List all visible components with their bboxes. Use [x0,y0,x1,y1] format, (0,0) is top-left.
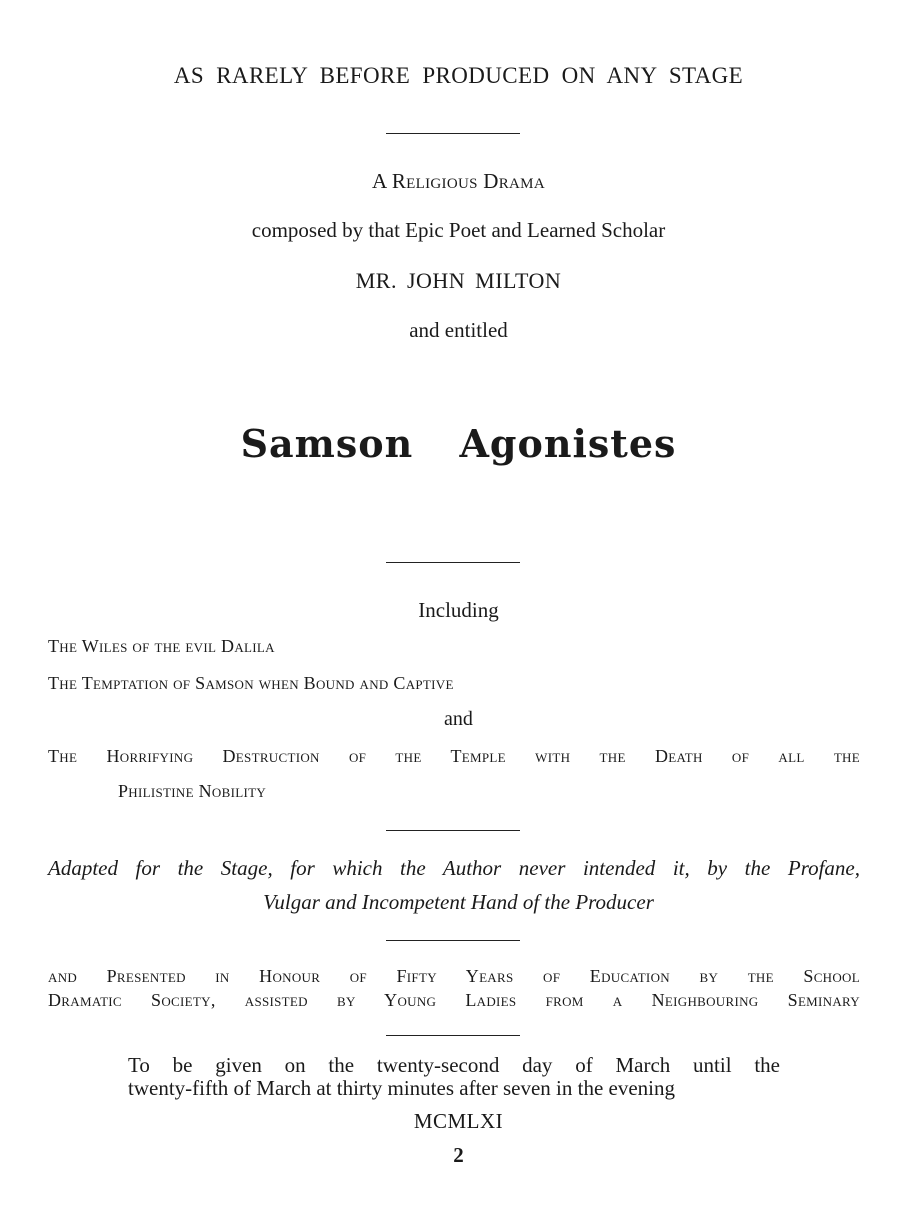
divider-2 [386,562,520,563]
adaptation-line-1: Adapted for the Stage, for which the Author never intended it, by the Profane, [48,856,860,880]
scene-item-2: The Temptation of Samson when Bound and Captive [48,673,454,693]
presented-line-2: Dramatic Society, assisted by Young Ladies from a Neighbouring Seminary [48,990,860,1010]
author-name: MR. JOHN MILTON [355,268,562,293]
scene-item-1: The Wiles of the evil Dalila [48,636,275,656]
scene-item-3-line-2: Philistine Nobility [118,781,267,801]
schedule-line-1: To be given on the twenty-second day of March until the [128,1053,780,1077]
scene-and: and [444,708,473,730]
drama-title [0,421,917,466]
title-word-samson: Samson [240,421,414,466]
composed-by-line: composed by that Epic Poet and Learned Scholar [251,218,666,242]
drama-kind: A Religious Drama [372,169,545,193]
page-heading: AS RARELY BEFORE PRODUCED ON ANY STAGE [173,63,744,88]
divider-1 [386,133,520,134]
adaptation-line-2: Vulgar and Incompetent Hand of the Producer [263,890,654,914]
entitled-line: and entitled [409,318,508,342]
schedule-line-2: twenty-fifth of March at thirty minutes after seven in the evening [128,1076,675,1100]
divider-4 [386,940,520,941]
scene-item-3-line-1: The Horrifying Destruction of the Temple with the Death of all the [48,746,860,766]
including-label: Including [418,598,499,622]
divider-3 [386,830,520,831]
divider-5 [386,1035,520,1036]
title-word-agonistes: Agonistes [459,421,677,466]
presented-line-1: and Presented in Honour of Fifty Years of Education by the School [48,966,860,986]
year-roman: MCMLXI [413,1109,504,1133]
page-number: 2 [453,1143,464,1167]
